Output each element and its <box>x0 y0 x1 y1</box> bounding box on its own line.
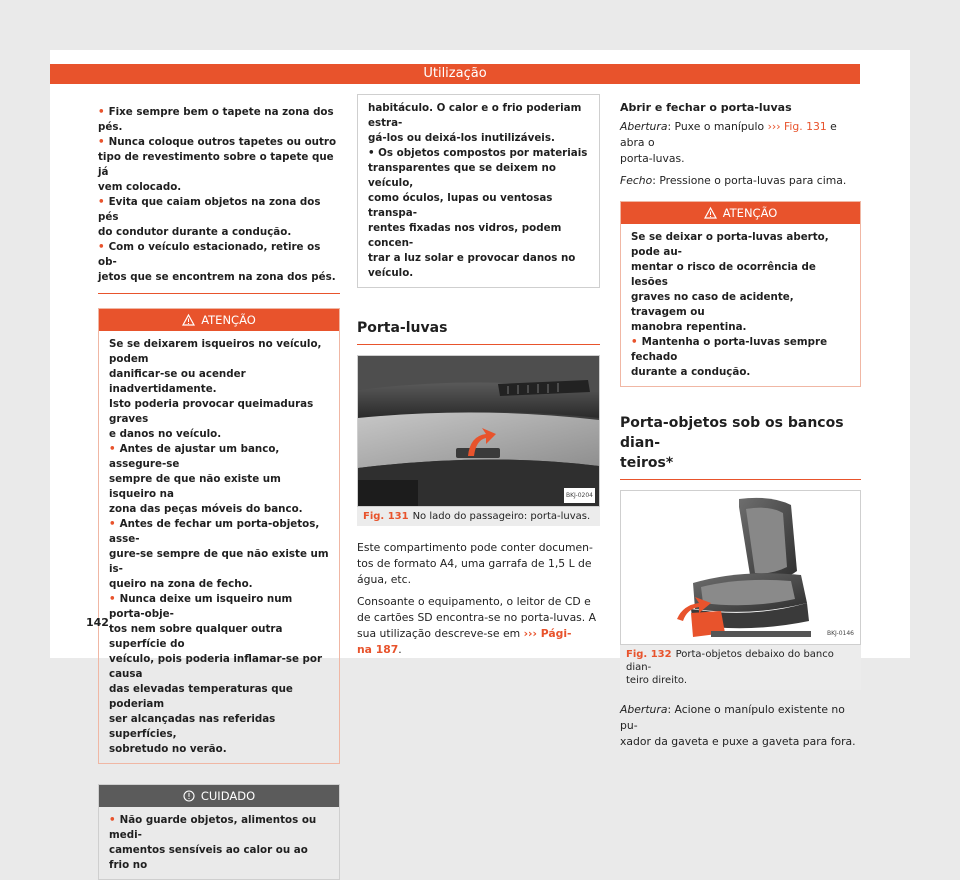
info-circle-icon <box>183 790 195 802</box>
bullet-dot: • <box>631 336 638 348</box>
page-link[interactable]: ››› Pági- <box>523 627 572 640</box>
opening-text: : Puxe o manípulo <box>667 120 765 133</box>
paragraph-cd-reader <box>357 594 600 658</box>
text-line: mentar o risco de ocorrência de lesões <box>631 261 816 288</box>
warning-box-lighters <box>98 308 340 764</box>
bullet-dot: • <box>98 136 105 148</box>
seat-drawer-illustration <box>621 491 860 644</box>
bullet-line: Nunca deixe um isqueiro num porta-obje- <box>109 593 293 620</box>
text-line: água, etc. <box>357 573 412 586</box>
bullet-line: Evita que caiam objetos na zona dos pés <box>98 196 321 223</box>
opening-text-2: e abra o <box>620 120 837 149</box>
text-line: Este compartimento pode conter documen- <box>357 541 593 554</box>
section-title-underseat <box>620 413 861 473</box>
bullet-line: Não guarde objetos, alimentos ou medi- <box>109 814 317 841</box>
text-line: trar a luz solar e provocar danos no veículo. <box>368 252 576 279</box>
warning-header <box>99 309 339 331</box>
figure-underseat-drawer <box>620 490 861 645</box>
text-line: habitáculo. O calor e o frio poderiam estra- <box>368 102 582 129</box>
bullet-dot: • <box>109 443 116 455</box>
bullet-item <box>109 592 329 757</box>
warning-icon <box>182 314 195 326</box>
text-line: como óculos, lupas ou ventosas transpa- <box>368 192 553 219</box>
bullet-line: camentos sensíveis ao calor ou ao frio no <box>109 844 308 871</box>
bullet-dot: • <box>98 196 105 208</box>
warning-title: ATENÇÃO <box>722 206 778 220</box>
bullet-line: veículo, pois poderia inflamar-se por causa <box>109 653 323 680</box>
bullet-line: gure-se sempre de que não existe um is- <box>109 548 329 575</box>
bullet-line: queiro na zona de fecho. <box>109 578 253 590</box>
text-line: Se se deixar o porta-luvas aberto, pode au- <box>631 231 829 258</box>
bullet-line: Fixe sempre bem o tapete na zona dos <box>108 106 334 118</box>
caption-line: teiro direito. <box>626 675 688 686</box>
section-title-line: teiros* <box>620 455 674 471</box>
section-rule <box>98 293 340 294</box>
text-line: graves no caso de acidente, travagem ou <box>631 291 794 318</box>
page-header: Utilização <box>50 64 860 84</box>
bullet-line: tipo de revestimento sobre o tapete que já <box>98 151 334 178</box>
warning-title: ATENÇÃO <box>201 313 256 327</box>
warning-box-glovebox <box>620 201 861 387</box>
period: . <box>398 643 402 656</box>
text-line: e danos no veículo. <box>109 428 222 440</box>
bullet-line: vem colocado. <box>98 181 182 193</box>
bullet-line: das elevadas temperaturas que poderiam <box>109 683 293 710</box>
bullet-line: zona das peças móveis do banco. <box>109 503 303 515</box>
section-rule <box>357 344 600 345</box>
section-title-line: Porta-objetos sob os bancos dian- <box>620 415 844 451</box>
warning-body <box>621 224 860 386</box>
figure-label: Fig. 131 <box>363 511 409 522</box>
bullet-item <box>109 813 329 873</box>
bullet-dot: • <box>98 106 105 118</box>
page-link-cont[interactable]: na 187 <box>357 643 399 656</box>
bullet-line: durante a condução. <box>631 366 751 378</box>
text-line: • Os objetos compostos por materiais <box>368 147 588 159</box>
bullet-dot: • <box>109 593 116 605</box>
caution-box-continued <box>357 94 600 288</box>
warning-header <box>621 202 860 224</box>
section-rule <box>620 479 861 480</box>
text-line: Acione o manípulo existente no pu- <box>620 703 845 732</box>
page-number: 142 <box>86 616 109 629</box>
bullet-line: Antes de ajustar um banco, assegure-se <box>109 443 280 470</box>
paragraph-closing <box>620 173 861 189</box>
bullet-item <box>98 195 340 240</box>
figure-caption-132 <box>620 645 861 690</box>
warning-intro <box>631 230 850 335</box>
bullet-line: Antes de fechar um porta-objetos, asse- <box>109 518 320 545</box>
bullet-dot: • <box>98 241 105 253</box>
bullet-item <box>109 442 329 517</box>
warning-body <box>99 331 339 763</box>
text-line: manobra repentina. <box>631 321 747 333</box>
label-opening: Abertura <box>620 703 668 716</box>
warning-icon <box>704 207 717 219</box>
glovebox-illustration <box>358 356 599 506</box>
text-line: Se se deixarem isqueiros no veículo, podem <box>109 338 322 365</box>
label-closing: Fecho <box>620 174 653 187</box>
text-line: tos de formato A4, uma garrafa de 1,5 L de <box>357 557 592 570</box>
bullet-item <box>631 335 850 380</box>
column-3 <box>620 100 861 750</box>
figure-label: Fig. 132 <box>626 649 672 660</box>
closing-text: : Pressione o porta-luvas para cima. <box>652 174 847 187</box>
bullet-line: ser alcançadas nas referidas superfícies, <box>109 713 276 740</box>
bullet-line: sobretudo no verão. <box>109 743 227 755</box>
section-title-glovebox: Porta-luvas <box>357 320 448 336</box>
text-line: gá-los ou deixá-los inutilizáveis. <box>368 132 555 144</box>
paragraph-drawer-opening: Abertura: Acione o manípulo existente no pu- xador da gaveta e puxe a gaveta para fora. <box>620 703 856 748</box>
caution-header <box>99 785 339 807</box>
figure-code: BKJ-0146 <box>825 626 856 641</box>
opening-text-3: porta-luvas. <box>620 152 685 165</box>
column-2 <box>357 94 600 658</box>
warning-intro <box>109 337 329 442</box>
text-line: sua utilização descreve-se em <box>357 627 521 640</box>
bullet-line: jetos que se encontrem na zona dos pés. <box>98 271 336 283</box>
caution-title: CUIDADO <box>200 789 256 803</box>
bullet-line: tos nem sobre qualquer outra superfície do <box>109 623 283 650</box>
bullet-line: pés. <box>98 121 123 133</box>
fig-link-131[interactable]: ››› Fig. 131 <box>767 120 827 133</box>
bullet-item <box>109 517 329 592</box>
column-1 <box>98 105 340 880</box>
bullet-dot: • <box>109 518 116 530</box>
text-line: rentes fixadas nos vidros, podem concen- <box>368 222 562 249</box>
caution-continued-body <box>358 95 599 287</box>
subsection-title-open-close: Abrir e fechar o porta-luvas <box>620 101 792 114</box>
figure-code: BKJ-0204 <box>564 488 595 503</box>
caution-body <box>99 807 339 879</box>
text-line: xador da gaveta e puxe a gaveta para fora. <box>620 735 856 748</box>
paragraph-opening <box>620 119 861 167</box>
bullet-line: Nunca coloque outros tapetes ou outro <box>108 136 337 148</box>
bullet-item <box>98 240 340 285</box>
text-line: Consoante o equipamento, o leitor de CD e <box>357 595 591 608</box>
caption-line: Porta-objetos debaixo do banco dian- <box>626 649 834 673</box>
bullet-line: Mantenha o porta-luvas sempre fechado <box>631 336 828 363</box>
bullet-line: sempre de que não existe um isqueiro na <box>109 473 281 500</box>
text-line: Isto poderia provocar queimaduras graves <box>109 398 314 425</box>
figure-glovebox <box>357 355 600 507</box>
paragraph-capacity <box>357 540 600 588</box>
bullet-line: do condutor durante a condução. <box>98 226 292 238</box>
figure-caption-text: No lado do passageiro: porta-luvas. <box>412 511 591 522</box>
bullet-item <box>98 105 340 135</box>
floor-mat-bullets <box>98 105 340 285</box>
bullet-dot: • <box>109 814 116 826</box>
figure-caption-131 <box>357 507 600 526</box>
bullet-item <box>98 135 340 195</box>
text-line: de cartões SD encontra-se no porta-luvas. A <box>357 611 597 624</box>
text-line: transparentes que se deixem no veículo, <box>368 162 556 189</box>
caution-box <box>98 784 340 880</box>
text-line: danificar-se ou acender inadvertidamente. <box>109 368 246 395</box>
bullet-line: Com o veículo estacionado, retire os ob- <box>98 241 321 268</box>
label-opening: Abertura <box>620 120 668 133</box>
